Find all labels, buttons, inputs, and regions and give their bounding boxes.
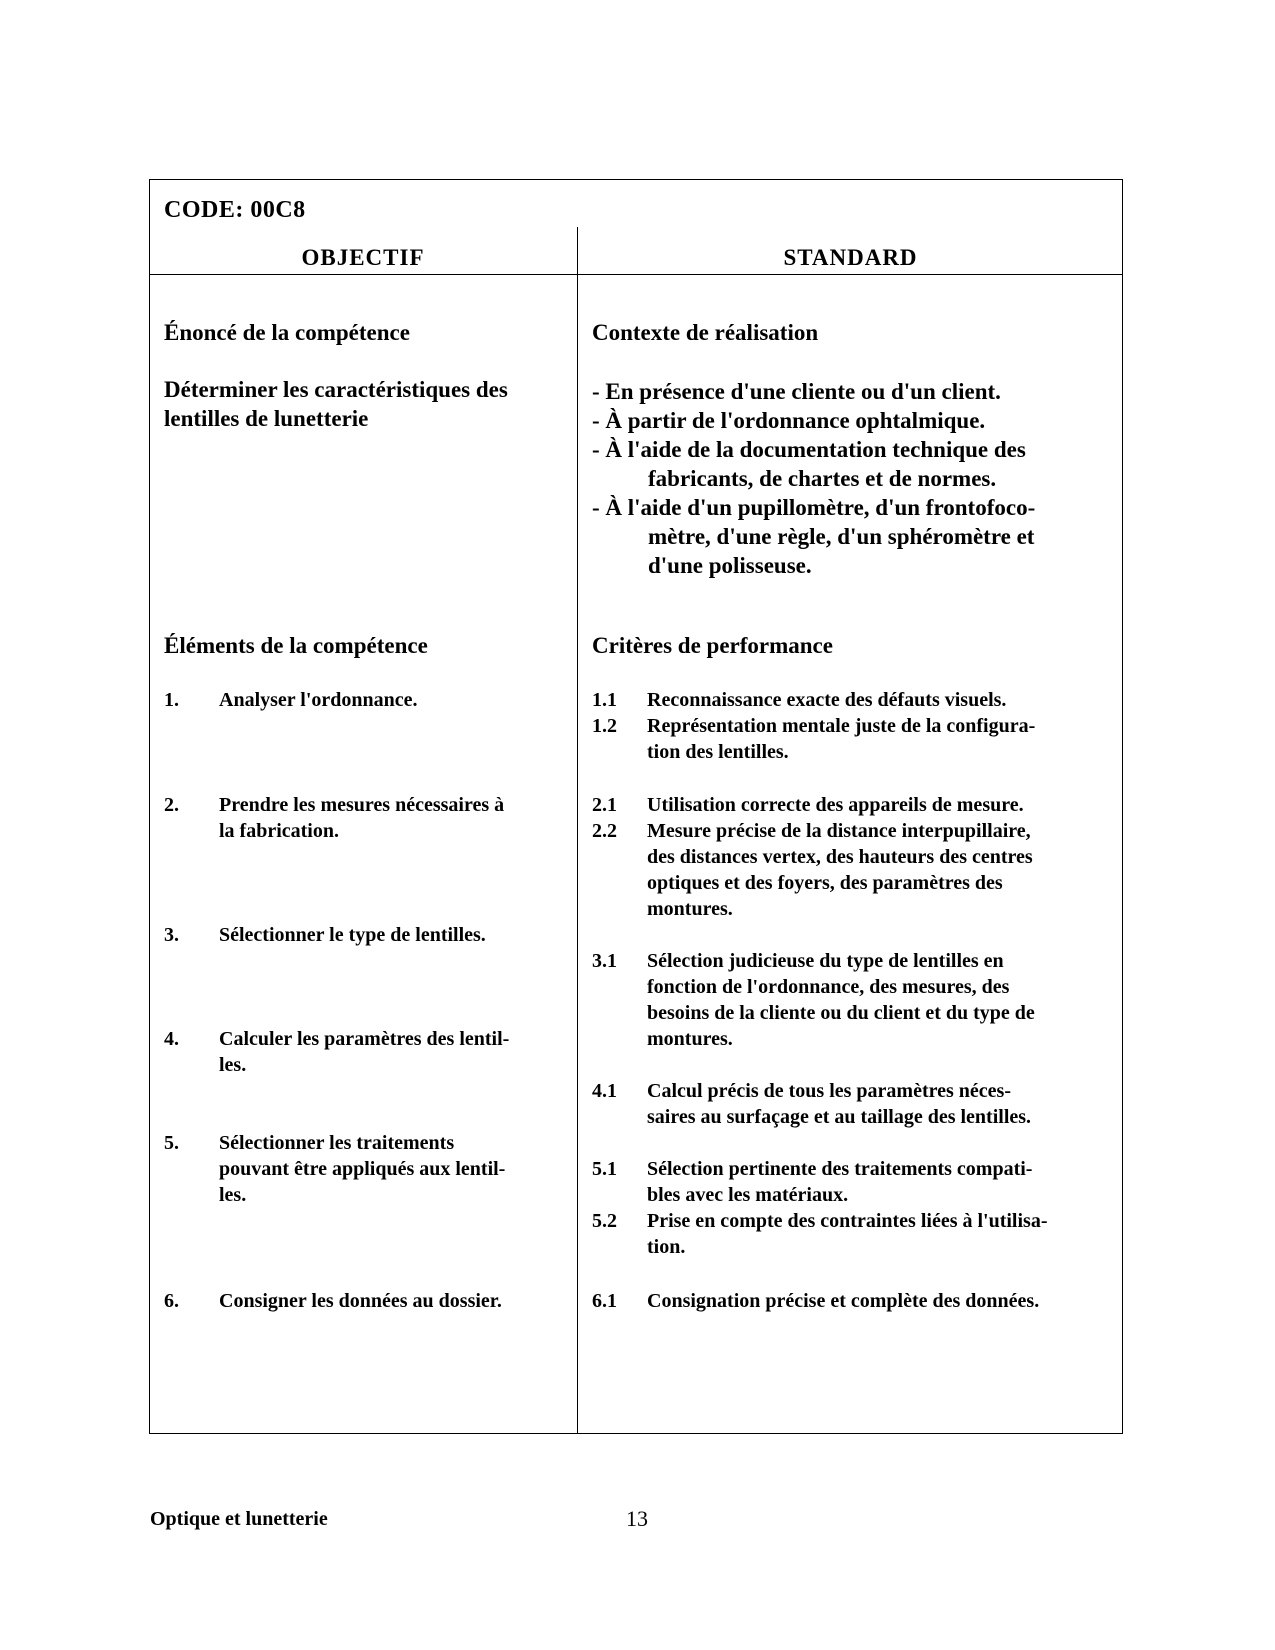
critere-item-1-2 [592,713,1035,765]
column-divider [577,227,578,1434]
contexte-list [592,377,1072,580]
element-text: les. [219,1184,247,1206]
critere-text: Représentation mentale juste de la configura- [647,715,1036,737]
element-number: 3. [164,924,179,946]
critere-text: Utilisation correcte des appareils de mesure. [647,794,1024,816]
contexte-text: - En présence d'une cliente ou d'un client. [592,379,1001,404]
page-number: 13 [626,1506,648,1531]
element-text: Prendre les mesures nécessaires à [219,794,505,816]
elements-title: Éléments de la compétence [164,633,428,658]
contexte-text: - À partir de l'ordonnance ophtalmique. [592,408,986,433]
element-item-2 [164,792,504,844]
element-number: 6. [164,1290,179,1312]
footer-title: Optique et lunetterie [150,1508,328,1530]
element-number: 2. [164,794,179,816]
critere-text: Sélection judicieuse du type de lentilles en [647,950,1004,972]
critere-number: 6.1 [592,1290,617,1312]
critere-number: 3.1 [592,950,617,972]
element-text: Analyser l'ordonnance. [219,689,418,711]
critere-item-5-1 [592,1156,1032,1208]
element-number: 4. [164,1028,179,1050]
element-item-6 [164,1288,502,1314]
critere-item-2-1 [592,792,1024,818]
critere-text: montures. [647,1028,733,1050]
element-number: 5. [164,1132,179,1154]
critere-item-5-2 [592,1208,1048,1260]
critere-number: 5.1 [592,1158,617,1180]
contexte-item [592,377,1072,406]
critere-text: Consignation précise et complète des données. [647,1290,1040,1312]
competency-code: CODE: 00C8 [164,197,306,223]
critere-text: bles avec les matériaux. [647,1184,849,1206]
contexte-item [592,435,1072,493]
critere-text: besoins de la cliente ou du client et du type de [647,1002,1035,1024]
element-text: Sélectionner le type de lentilles. [219,924,486,946]
contexte-text: fabricants, de chartes et de normes. [648,466,997,491]
critere-item-6-1 [592,1288,1039,1314]
critere-text: Sélection pertinente des traitements compati- [647,1158,1033,1180]
critere-text: montures. [647,898,733,920]
element-number: 1. [164,689,179,711]
enonce-text [164,375,508,433]
enonce-line: Déterminer les caractéristiques des [164,377,508,402]
element-text: Sélectionner les traitements [219,1132,455,1154]
contexte-text: - À l'aide d'un pupillomètre, d'un frontofoco- [592,495,1036,520]
enonce-title: Énoncé de la compétence [164,320,410,345]
critere-number: 4.1 [592,1080,617,1102]
contexte-item [592,493,1072,580]
contexte-text: d'une polisseuse. [648,553,812,578]
element-text: les. [219,1054,247,1076]
critere-text: Prise en compte des contraintes liées à l'utilisa- [647,1210,1048,1232]
element-item-3 [164,922,486,948]
critere-text: Reconnaissance exacte des défauts visuels. [647,689,1007,711]
element-text: pouvant être appliqués aux lentil- [219,1158,506,1180]
contexte-item [592,406,1072,435]
contexte-title: Contexte de réalisation [592,320,819,345]
element-text: Consigner les données au dossier. [219,1290,502,1312]
critere-text: tion. [647,1236,686,1258]
critere-number: 2.2 [592,820,617,842]
critere-item-2-2 [592,818,1033,922]
critere-item-1-1 [592,687,1006,713]
critere-text: des distances vertex, des hauteurs des centres [647,846,1033,868]
element-item-4 [164,1026,509,1078]
critere-text: optiques et des foyers, des paramètres des [647,872,1003,894]
element-item-5 [164,1130,505,1208]
enonce-line: lentilles de lunetterie [164,406,369,431]
critere-number: 2.1 [592,794,617,816]
critere-text: Mesure précise de la distance interpupillaire, [647,820,1031,842]
element-text: la fabrication. [219,820,339,842]
critere-number: 5.2 [592,1210,617,1232]
column-header-standard: STANDARD [783,245,918,270]
element-item-1 [164,687,418,713]
criteres-title: Critères de performance [592,633,833,658]
critere-number: 1.2 [592,715,617,737]
contexte-text: mètre, d'une règle, d'un sphéromètre et [648,524,1035,549]
header-divider [149,274,1123,275]
critere-text: Calcul précis de tous les paramètres néces- [647,1080,1012,1102]
critere-text: tion des lentilles. [647,741,789,763]
critere-item-3-1 [592,948,1035,1052]
column-header-objectif: OBJECTIF [301,245,425,270]
element-text: Calculer les paramètres des lentil- [219,1028,510,1050]
critere-item-4-1 [592,1078,1031,1130]
critere-text: saires au surfaçage et au taillage des lentilles. [647,1106,1032,1128]
contexte-text: - À l'aide de la documentation technique des [592,437,1026,462]
critere-number: 1.1 [592,689,617,711]
critere-text: fonction de l'ordonnance, des mesures, des [647,976,1010,998]
